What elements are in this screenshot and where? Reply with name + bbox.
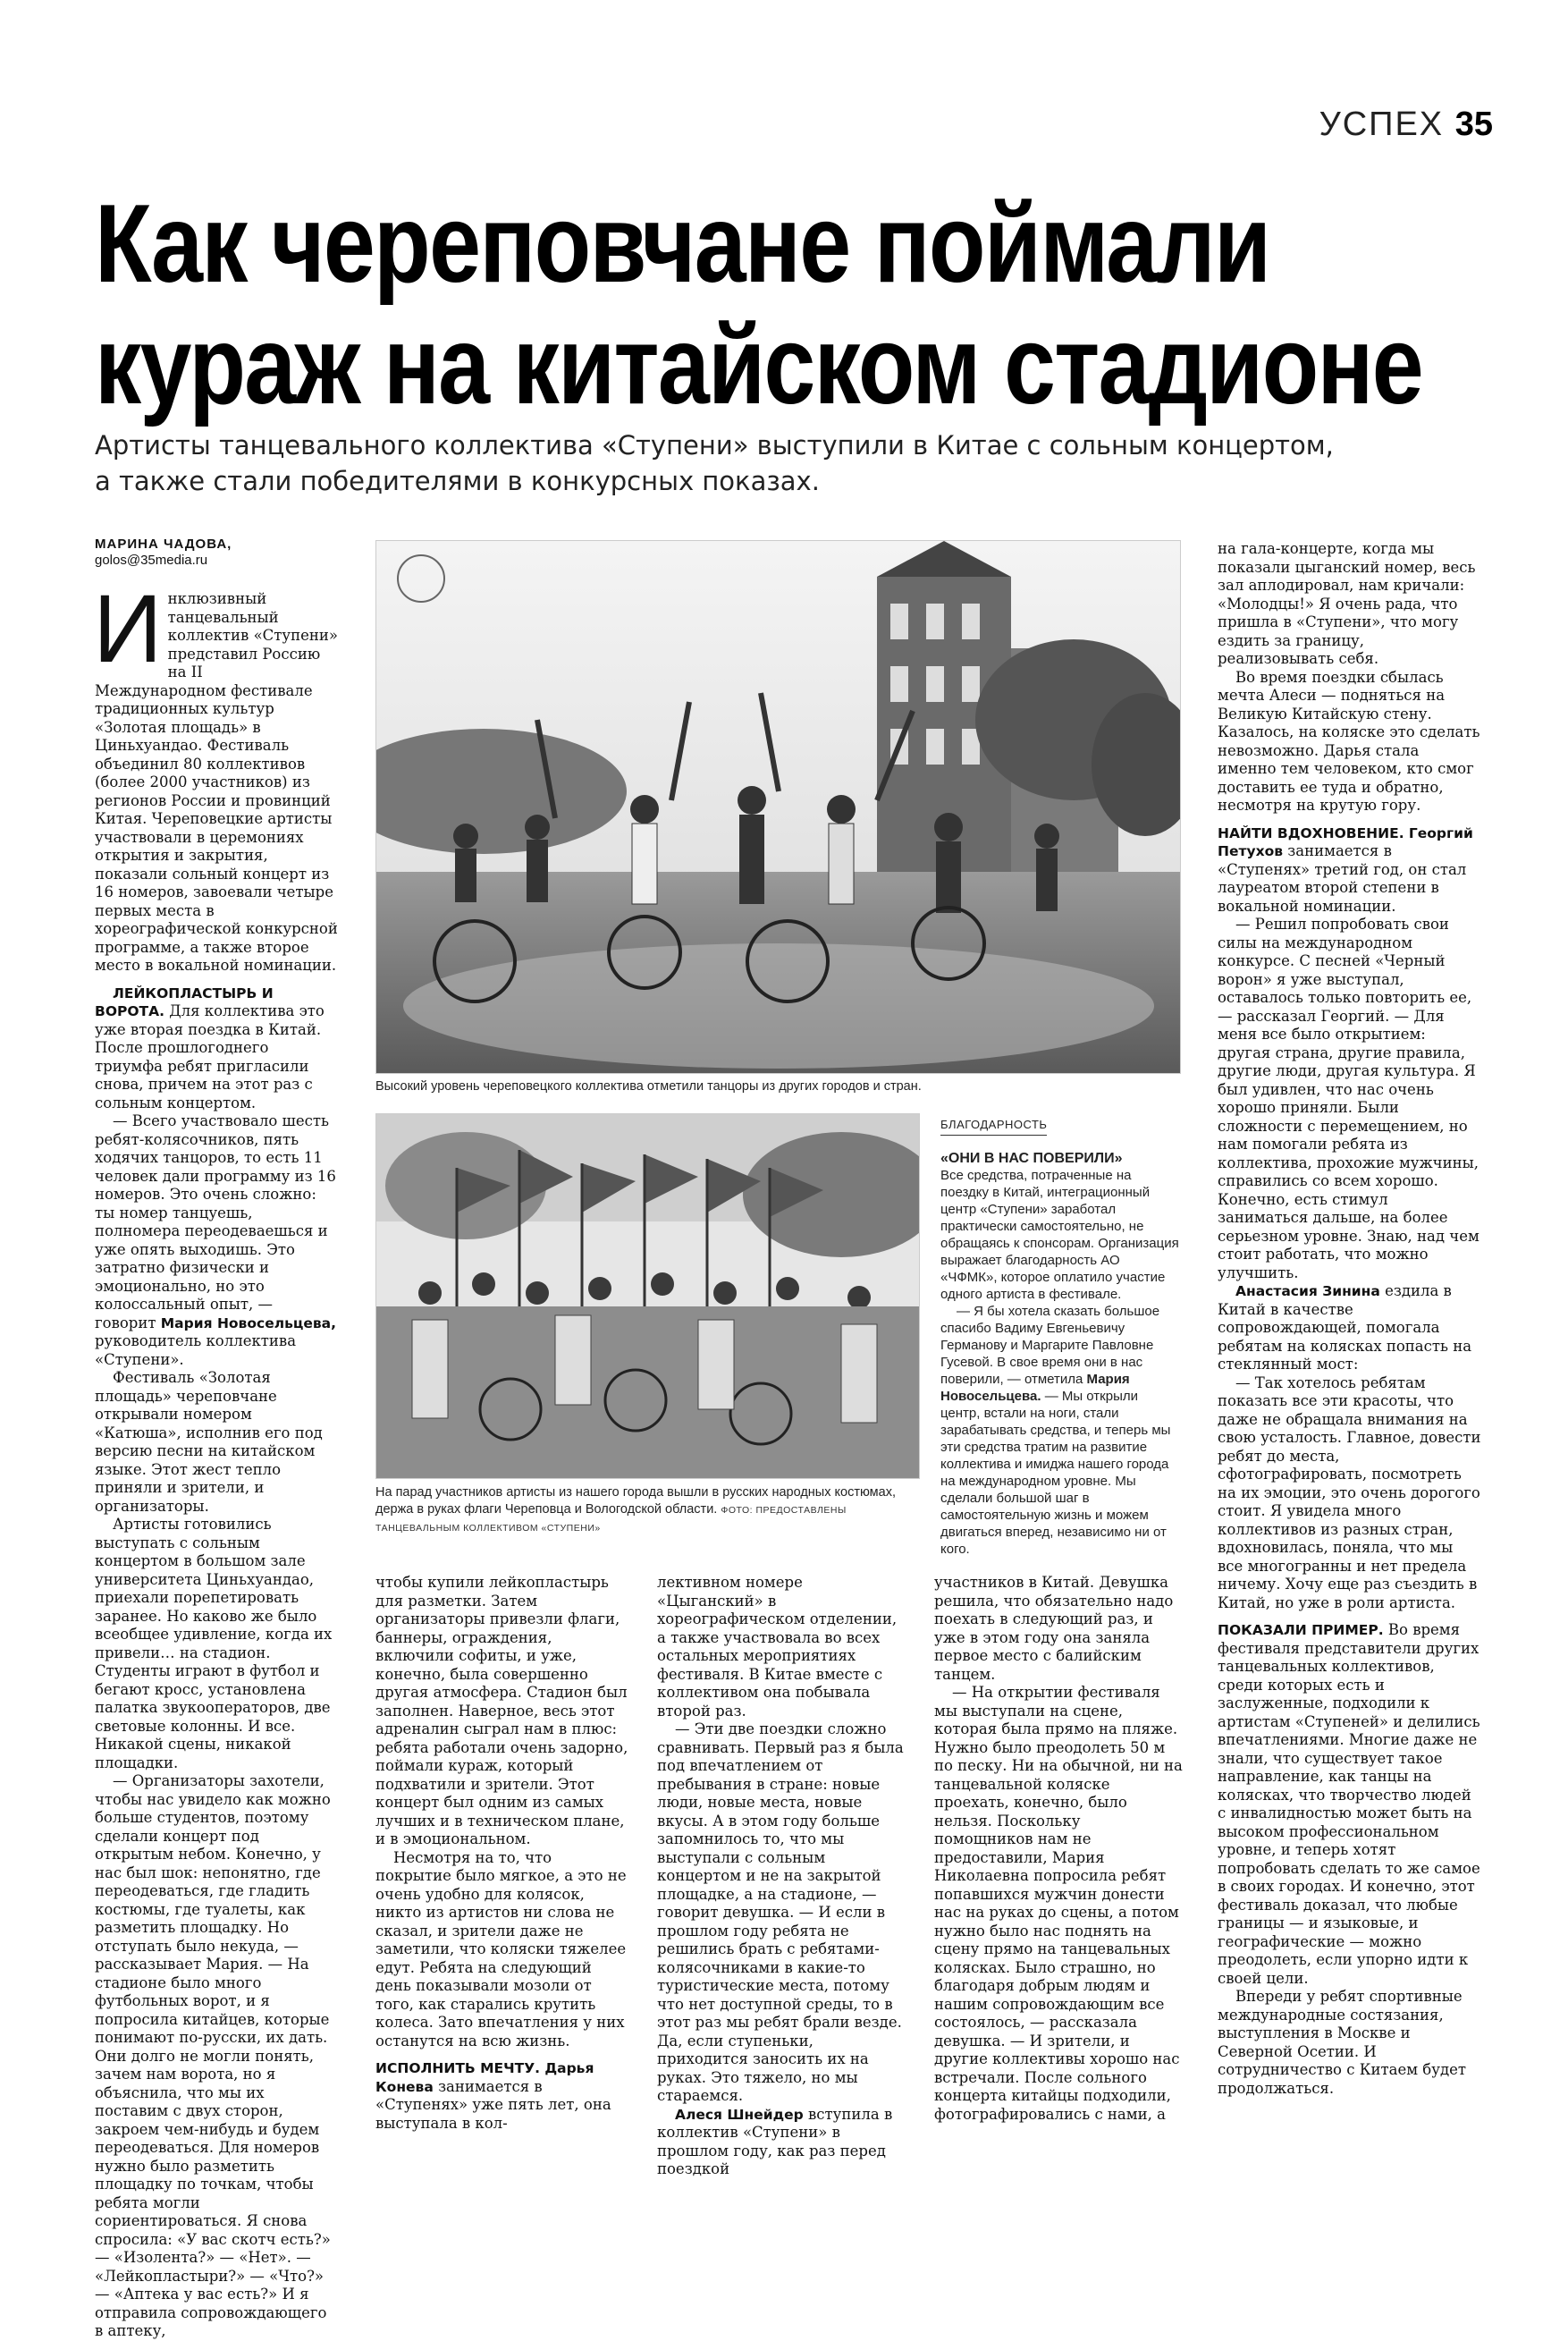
photo-credit-2: ТАНЦЕВАЛЬНЫМ КОЛЛЕКТИВОМ «СТУПЕНИ» (375, 1523, 601, 1534)
sidebar-thanks (940, 1116, 1180, 1558)
page-number: 35 (1454, 106, 1493, 143)
photo-2-caption-text: На парад участников артисты из нашего города вышли в русских народных костюмах, держа в руках флаги Череповца и Вологодской области. (375, 1485, 896, 1517)
section-header (1252, 106, 1493, 144)
author-name: МАРИНА ЧАДОВА, (95, 537, 232, 552)
headline-line-2: кураж на китайском стадионе (95, 304, 1423, 427)
photo-1-caption: Высокий уровень череповецкого коллектива отметили танцоры из других городов и стран. (375, 1079, 922, 1094)
sidebar-paragraph: Все средства, потраченные на поездку в Китай, интеграционный центр «Ступени» заработал практически самостоятельно, не обращаясь к спонсорам. Организация выражает благодарность АО «ЧФМК», которое оплатило участие одного артиста в фестивале. (940, 1168, 1179, 1302)
paragraph (1218, 1282, 1481, 1374)
paragraph-text: Во время фестиваля представители других танцевальных коллективов, среди которых есть и заслуженные, подходили к артистам «Ступеней» и делились впечатлениями. Многие даже не знали, что существует такое направление, как танцы на колясках, что творчество людей с инвалидностью может быть на высоком профессиональном уровне, и теперь хотят попробовать сделать то же самое в своих городах. И конечно, этот фестиваль доказал, что любые границы — и языковые, и географические — можно преодолеть, если упорно идти к своей цели. (1218, 1621, 1480, 1987)
paragraph (657, 2106, 907, 2179)
paragraph: Во время поездки сбылась мечта Алеси — подняться на Великую Китайскую стену. Казалось, на коляске это сделать невозможно. Дарья стала именно тем человеком, кто смог доставить ее туда и обратно, несмотря на крутую гору. (1218, 668, 1480, 814)
sidebar-paragraph (940, 1303, 1180, 1558)
article-column-2 (375, 1574, 630, 2133)
paragraph: на гала-концерте, когда мы показали цыганский номер, весь зал аплодировал, нам кричали: «Молодцы!» Я очень рада, что пришла в «Ступени», что могу ездить за границу, реализовывать себя. (1218, 540, 1476, 667)
subheading-plaster-gates: ЛЕЙКОПЛАСТЫРЬ И ВОРОТА. (95, 985, 274, 1019)
subheading-fulfil-dream: ИСПОЛНИТЬ МЕЧТУ. (375, 2060, 541, 2076)
photo-parade-flags (375, 1113, 920, 1479)
paragraph: — Организаторы захотели, чтобы нас увидело как можно больше студентов, поэтому сделали концерт под открытым небом. Конечно, у нас был шок: непонятно, где переодеваться, где гладить костюмы, где туалеты, как разметить площадку. Но отступать было некуда, — рассказывает Мария. — На стадионе было много футбольных ворот, и я попросила китайцев, которые понимают по-русски, их дать. Они долго не могли понять, зачем нам ворота, но я объяснила, что мы их поставим с двух сторон, закроем чем-нибудь и будем переодеваться. Для номеров нужно было разметить площадку по точкам, чтобы ребята могли сориентироваться. Я снова спросила: «У вас скотч есть?» — «Изолента?» — «Нет». — «Лейкопластыри?» — «Что?» — «Аптека у вас есть?» И я отправила сопровождающего в аптеку, (95, 1772, 331, 2339)
paragraph-text: — Всего участвовало шесть ребят-колясочников, пять ходячих танцоров, то есть 11 человек дали программу из 16 номеров. Это очень сложно: ты номер танцуешь, полномера переодеваешься и уже опять выходишь. Это затратно физически и эмоционально, но это колоссальный опыт, — говорит (95, 1112, 336, 1331)
paragraph: — На открытии фестиваля мы выступали на сцене, которая была прямо на пляже. Нужно было преодолеть 50 м по песку. Ни на обычной, ни на танцевальной коляске проехать, конечно, было нельзя. Поскольку помощников нам не предоставили, Мария Николаевна попросила ребят попавшихся мужчин донести нас на руках до сцены, а потом нужно было нас поднять на сцену прямо на танцевальных колясках. Было страшно, но благодаря добрым людям и нашим сопровождающим все состоялось, — рассказала девушка. — И зрители, и другие коллективы хорошо нас встречали. После сольного концерта китайцы подходили, фотографировались с нами, а (934, 1684, 1183, 2123)
paragraph: Впереди у ребят спортивные международные состязания, выступления в Москве и Северной Осетии. И сотрудничество с Китаем будет продолжаться. (1218, 1988, 1466, 2097)
paragraph: лективном номере «Цыганский» в хореографическом отделении, а также участвовала во всех остальных мероприятиях фестиваля. В Китае вместе с коллективом она побывала второй раз. (657, 1574, 898, 1720)
subheading-find-inspiration: НАЙТИ ВДОХНОВЕНИЕ. (1218, 824, 1404, 841)
person-name: Дарья Конева (375, 2060, 594, 2095)
paragraph (1218, 824, 1481, 917)
person-name: Мария Новосельцева. (940, 1372, 1130, 1404)
person-name: Мария Новосельцева, (160, 1314, 337, 1331)
photo-dancers-stadium (375, 540, 1181, 1074)
paragraph-text: ездила в Китай в качестве сопровождающей, помогала ребятам на колясках попасть на стеклянный мост: (1218, 1282, 1472, 1373)
sidebar-rubric: БЛАГОДАРНОСТЬ (940, 1116, 1047, 1136)
drop-cap: И (93, 574, 163, 682)
paragraph-text: занимается в «Ступенях» третий год, он стал лауреатом второй степени в вокальной номинации. (1218, 842, 1467, 915)
headline (95, 182, 1423, 427)
section-label: УСПЕХ (1319, 106, 1445, 143)
lead-line-2: а также стали победителями в конкурсных показах. (95, 466, 820, 496)
person-name: Георгий Петухов (1218, 824, 1473, 859)
sidebar-text: — Мы открыли центр, встали на ноги, стали зарабатывать средства, и теперь мы эти средства тратим на развитие коллектива и имиджа нашего города на международном уровне. Мы сделали большой шаг в самостоятельную жизнь и можем двигаться вперед, независимо ни от кого. (940, 1389, 1171, 1557)
author-email[interactable]: golos@35media.ru (95, 553, 208, 568)
sidebar-text: — Я бы хотела сказать большое спасибо Вадиму Евгеньевичу Германову и Маргарите Павловне Гусевой. В свое время они в нас поверили, — отметила (940, 1304, 1160, 1387)
paragraph (1218, 1621, 1481, 1988)
byline (95, 537, 363, 569)
lead-line-1: Артисты танцевального коллектива «Ступени» выступили в Китае с сольным концертом, (95, 430, 1334, 461)
paragraph: — Решил попробовать свои силы на международном конкурсе. С песней «Черный ворон» я уже выступал, оставалось только повторить ее, — рассказал Георгий. — Для меня все было открытием: другая страна, другие правила, другие люди, другая культура. Я был удивлен, что нас очень хорошо приняли. Были сложности с перемещением, но нам помогали ребята из коллектива, прохожие мужчины, справились со всем хорошо. Конечно, есть стимул заниматься дальше, на более серьезном уровне. Знаю, над чем стоит работать, что можно улучшить. (1218, 916, 1479, 1281)
paragraph: — Так хотелось ребятам показать все эти красоты, что даже не обращала внимания на свою усталость. Главное, довести ребят до места, сфотографировать, посмотреть на их эмоции, это очень дорогого стоит. Я увидела много коллективов из разных стран, вдохновилась, поняла, что мы все многогранны и нет предела ничему. Хочу еще раз съездить в Китай, но уже в роли артиста. (1218, 1373, 1481, 1611)
paragraph-text: вступила в коллектив «Ступени» в прошлом году, как раз перед поездкой (657, 2105, 893, 2177)
lead-paragraph (95, 427, 1418, 499)
photo-image (376, 541, 1180, 1073)
paragraph (375, 2059, 630, 2133)
paragraph (95, 985, 338, 1113)
paragraph-text: руководитель коллектива «Ступени». (95, 1332, 297, 1368)
paragraph: участников в Китай. Девушка решила, что обязательно надо поехать в следующий раз, и уже в этом году она заняла первое место с балийским танцем. (934, 1574, 1174, 1683)
intro-paragraph (93, 574, 338, 976)
person-name: Анастасия Зинина (1235, 1283, 1380, 1299)
article-column-3 (657, 1574, 907, 2179)
paragraph: Несмотря на то, что покрытие было мягкое, а это не очень удобно для колясок, никто из артистов ни слова не сказал, и зрители даже не заметили, что коляски тяжелее едут. Ребята на следующий день показывали мозоли от того, как старались крутить колеса. Зато впечатления у них останутся на всю жизнь. (375, 1848, 627, 2049)
paragraph: чтобы купили лейкопластырь для разметки. Затем организаторы привезли флаги, баннеры, ограждения, включили софиты, и уже, конечно, была совершенно другая атмосфера. Стадион был заполнен. Наверное, весь этот адреналин сыграл нам в плюс: ребята работали очень задорно, поймали кураж, который подхватили и зрители. Этот концерт был одним из самых лучших и в техническом плане, и в эмоциональном. (375, 1574, 628, 1847)
photo-2-caption (375, 1484, 918, 1537)
person-name: Алеся Шнейдер (675, 2106, 804, 2123)
sidebar-title: «ОНИ В НАС ПОВЕРИЛИ» (940, 1151, 1123, 1166)
photo-credit-1: ФОТО: ПРЕДОСТАВЛЕНЫ (721, 1505, 847, 1516)
article-column-5 (1218, 540, 1481, 2098)
paragraph: Артисты готовились выступать с сольным концертом в большом зале университета Циньхуандао, приехали порепетировать заранее. Но каково же было всеобщее удивление, когда их привели… на стадион. Студенты играют в футбол и бегают кросс, установлена палатка звукооператоров, две световые колонны. И все. Никакой сцены, никакой площадки. (95, 1516, 333, 1771)
paragraph: — Эти две поездки сложно сравнивать. Первый раз я была под впечатлением от пребывания в стране: новые люди, новые места, новые вкусы. А в этом году больше запомнилось то, что мы выступали с сольным концертом и не на закрытой площадке, а на стадионе, — говорит девушка. — И если в прошлом году ребята не решились брать с ребятами-колясочниками в какие-то туристические места, потому что нет доступной среды, то в этот раз мы ребят брали везде. Да, если ступеньки, приходится заносить их на руках. Это тяжело, но мы стараемся. (657, 1720, 904, 2104)
paragraph: Фестиваль «Золотая площадь» череповчане открывали номером «Катюша», исполнив его под версию песни на китайском языке. Этот жест тепло приняли и зрители, и организаторы. (95, 1369, 323, 1515)
subheading-set-example: ПОКАЗАЛИ ПРИМЕР. (1218, 1622, 1384, 1638)
intro-text: нклюзивный танцевальный коллектив «Ступени» представил Россию на II Международном фестивале традиционных культур «Золотая площадь» в Циньхуандао. Фестиваль объединил 80 коллективов (более 2000 участников) из регионов России и провинций Китая. Череповецкие артисты участвовали в церемониях открытия и закрытия, показали сольный концерт из 16 номеров, завоевали четыре первых места в хореографической конкурсной программе, а также второе место в вокальной номинации. (95, 590, 338, 974)
article-column-1 (93, 574, 338, 2341)
article-column-4 (934, 1574, 1183, 2124)
photo-image (376, 1114, 919, 1478)
paragraph-text: занимается в «Ступенях» уже пять лет, она выступала в кол- (375, 2077, 611, 2132)
headline-line-1: Как череповчане поймали (95, 182, 1270, 306)
paragraph (95, 1112, 338, 1369)
paragraph-text: Для коллектива это уже вторая поездка в Китай. После прошлогоднего триумфа ребят пригласили снова, причем на этот раз с сольным концертом. (95, 1002, 325, 1111)
